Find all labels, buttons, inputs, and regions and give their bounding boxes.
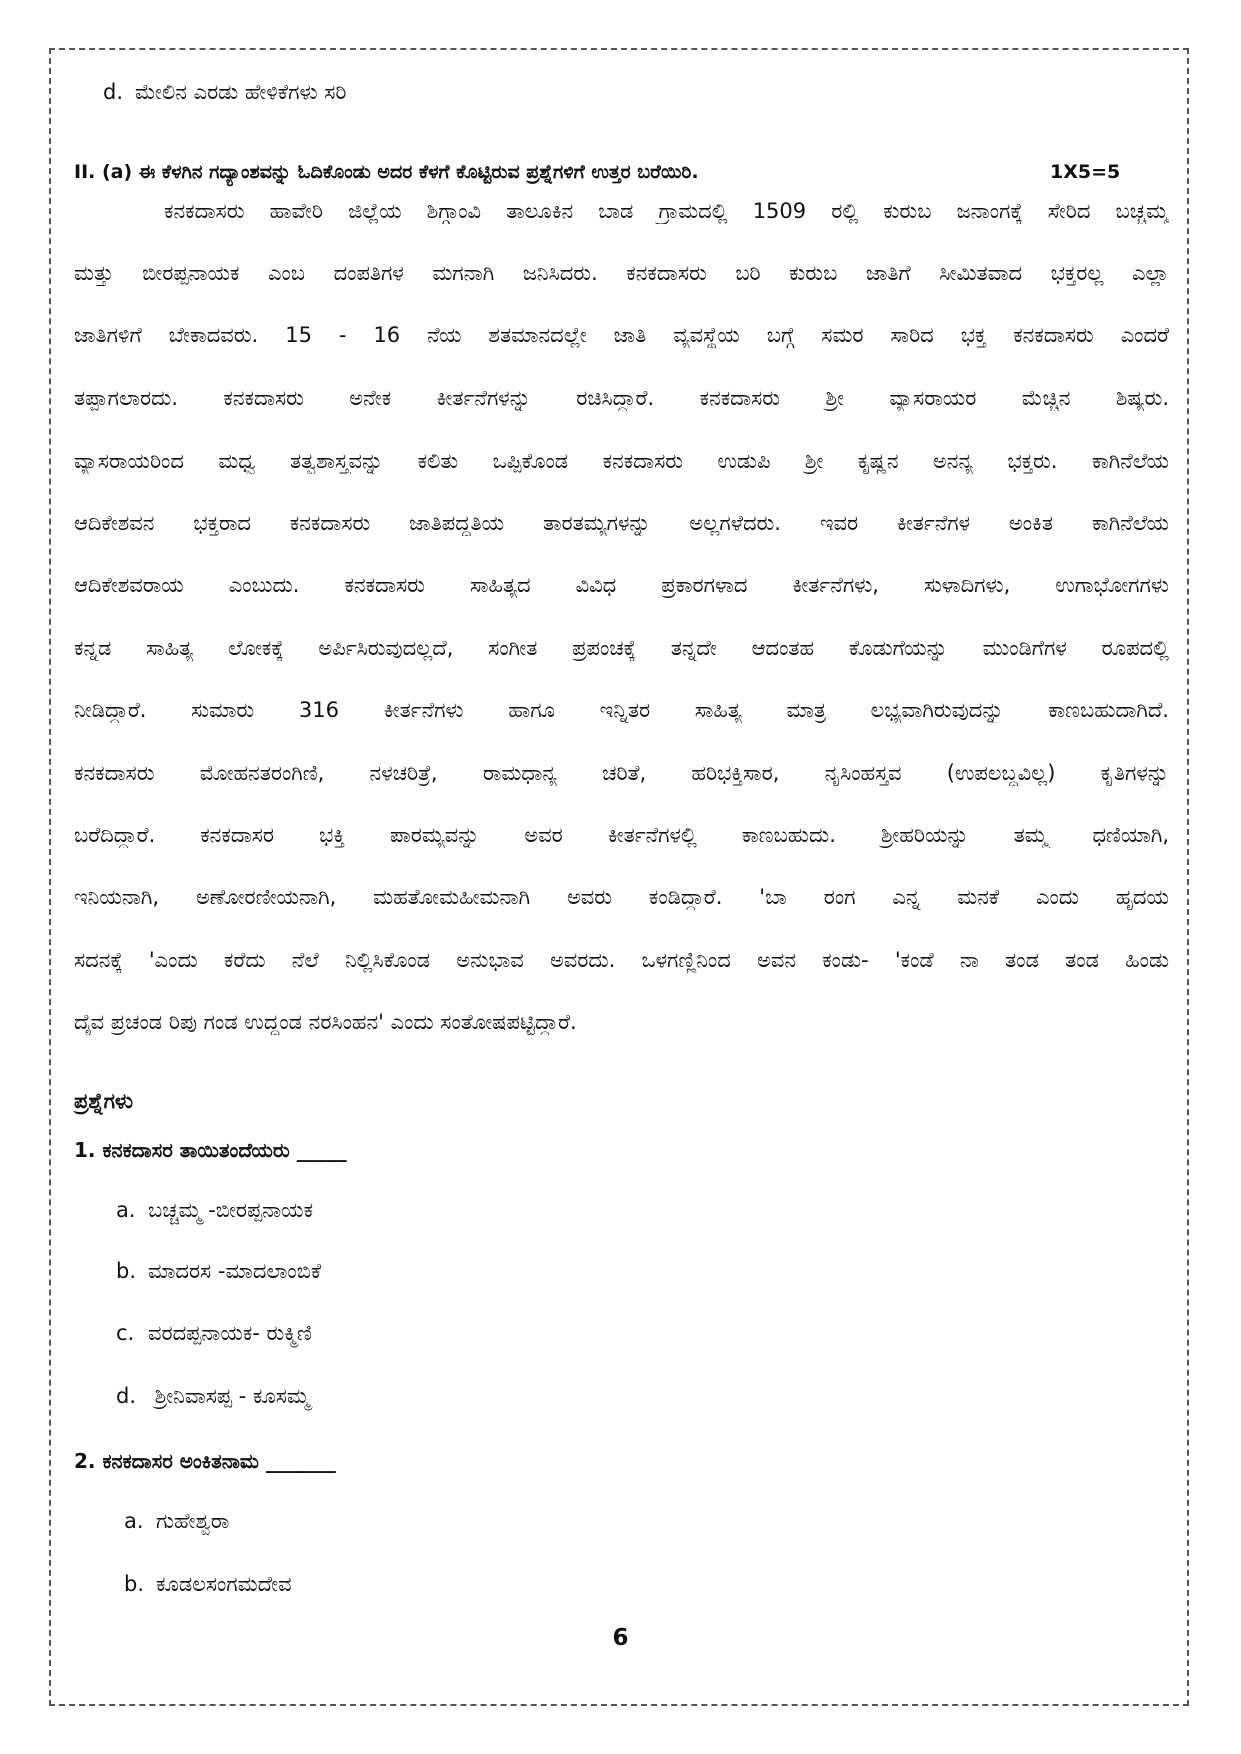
passage-line: ಬರೆದಿದ್ದಾರೆ. ಕನಕದಾಸರ ಭಕ್ತಿ ಪಾರಮ್ಯವನ್ನು ಅವರ ಕೀರ್ತನೆಗಳಲ್ಲಿ ಕಾಣಬಹುದು. ಶ್ರೀಹರಿಯನ್ನು ತಮ್ಮ ಧಣಿಯಾಗಿ, [74, 823, 1169, 847]
page-number: 6 [612, 1625, 629, 1651]
passage-line: ತಪ್ಪಾಗಲಾರದು. ಕನಕದಾಸರು ಅನೇಕ ಕೀರ್ತನೆಗಳನ್ನು ರಚಿಸಿದ್ದಾರೆ. ಕನಕದಾಸರು ಶ್ರೀ ವ್ಯಾಸರಾಯರ ಮೆಚ್ಚಿನ ಶಿಷ್ಯರು. [74, 386, 1169, 410]
option-letter: a. [124, 1509, 144, 1533]
passage-line: ನೀಡಿದ್ದಾರೆ. ಸುಮಾರು 316 ಕೀರ್ತನೆಗಳು ಹಾಗೂ ಇನ್ನಿತರ ಸಾಹಿತ್ಯ ಮಾತ್ರ ಲಭ್ಯವಾಗಿರುವುದನ್ನು ಕಾಣಬಹುದಾಗಿದೆ. [74, 698, 1169, 722]
passage-line: ಆದಿಕೇಶವರಾಯ ಎಂಬುದು. ಕನಕದಾಸರು ಸಾಹಿತ್ಯದ ವಿವಿಧ ಪ್ರಕಾರಗಳಾದ ಕೀರ್ತನೆಗಳು, ಸುಳಾದಿಗಳು, ಉಗಾಭೋಗಗಳು [74, 573, 1169, 597]
prev-option-d [103, 79, 346, 105]
question-1-option-b [116, 1258, 321, 1284]
passage-line: ವ್ಯಾಸರಾಯರಿಂದ ಮಧ್ವ ತತ್ವಶಾಸ್ತ್ರವನ್ನು ಕಲಿತು ಒಪ್ಪಿಕೊಂಡ ಕನಕದಾಸರು ಉಡುಪಿ ಶ್ರೀ ಕೃಷ್ಣನ ಅನನ್ಯ ಭಕ್ತರು. ಕಾಗಿನೆಲೆಯ [74, 449, 1169, 473]
passage-line: ಜಾತಿಗಳಿಗೆ ಬೇಕಾದವರು. 15 - 16 ನೆಯ ಶತಮಾನದಲ್ಲೇ ಜಾತಿ ವ್ಯವಸ್ಥೆಯ ಬಗ್ಗೆ ಸಮರ ಸಾರಿದ ಭಕ್ತ ಕನಕದಾಸರು ಎಂದರೆ [74, 323, 1169, 347]
passage-line: ಆದಿಕೇಶವನ ಭಕ್ತರಾದ ಕನಕದಾಸರು ಜಾತಿಪದ್ಧತಿಯ ತಾರತಮ್ಯಗಳನ್ನು ಅಲ್ಲಗಳೆದರು. ಇವರ ಕೀರ್ತನೆಗಳ ಅಂಕಿತ ಕಾಗಿನೆಲೆಯ [74, 511, 1169, 535]
option-text: ಮೇಲಿನ ಎರಡು ಹೇಳಿಕೆಗಳು ಸರಿ [135, 80, 347, 104]
option-text: ಮಾದರಸ -ಮಾದಲಾಂಬಿಕೆ [148, 1259, 322, 1283]
questions-heading: ಪ್ರಶ್ನೆಗಳು [74, 1089, 134, 1113]
option-letter: b. [124, 1572, 145, 1596]
option-text: ಶ್ರೀನಿವಾಸಪ್ಪ - ಕೂಸಮ್ಮ [148, 1384, 310, 1408]
option-text: ಬಚ್ಚಮ್ಮ -ಬೀರಪ್ಪನಾಯಕ [148, 1198, 314, 1222]
passage-line: ಕನಕದಾಸರು ಮೋಹನತರಂಗಿಣಿ, ನಳಚರಿತ್ರೆ, ರಾಮಧಾನ್ಯ ಚರಿತೆ, ಹರಿಭಕ್ತಿಸಾರ, ನೃಸಿಂಹಸ್ತವ (ಉಪಲಬ್ದವಿಲ್ಲ) ಕೃತಿಗಳನ್ನು [74, 761, 1169, 785]
passage-line: ದೈವ ಪ್ರಚಂಡ ರಿಪು ಗಂಡ ಉದ್ದಂಡ ನರಸಿಂಹನ' ಎಂದು ಸಂತೋಷಪಟ್ಟಿದ್ದಾರೆ. [74, 1010, 577, 1034]
question-1-title: 1. ಕನಕದಾಸರ ತಾಯಿತಂದೆಯರು _____ [74, 1138, 347, 1162]
option-text: ವರದಪ್ಪನಾಯಕ- ರುಕ್ಮಿಣಿ [148, 1321, 312, 1345]
question-2-option-a [124, 1508, 229, 1534]
option-letter: c. [116, 1321, 135, 1345]
section-heading: II. (a) ಈ ಕೆಳಗಿನ ಗದ್ಯಾಂಶವನ್ನು ಓದಿಕೊಂಡು ಅದರ ಕೆಳಗೆ ಕೊಟ್ಟಿರುವ ಪ್ರಶ್ನೆಗಳಿಗೆ ಉತ್ತರ ಬರೆಯಿರಿ. [74, 161, 699, 183]
option-letter: d. [103, 80, 124, 104]
question-2-title: 2. ಕನಕದಾಸರ ಅಂಕಿತನಾಮ _______ [74, 1449, 336, 1473]
option-letter: b. [116, 1259, 137, 1283]
passage-line: ಕನ್ನಡ ಸಾಹಿತ್ಯ ಲೋಕಕ್ಕೆ ಅರ್ಪಿಸಿರುವುದಲ್ಲದೆ, ಸಂಗೀತ ಪ್ರಪಂಚಕ್ಕೆ ತನ್ನದೇ ಆದಂತಹ ಕೊಡುಗೆಯನ್ನು ಮುಂಡಿಗೆಗಳ ರೂಪದಲ್ಲಿ [74, 636, 1169, 660]
option-text: ಗುಹೇಶ್ವರಾ [156, 1509, 230, 1533]
passage-line: ಕನಕದಾಸರು ಹಾವೇರಿ ಜಿಲ್ಲೆಯ ಶಿಗ್ಗಾಂವಿ ತಾಲೂಕಿನ ಬಾಡ ಗ್ರಾಮದಲ್ಲಿ 1509 ರಲ್ಲಿ ಕುರುಬ ಜನಾಂಗಕ್ಕೆ ಸೇರಿದ ಬಚ್ಚಮ್ಮ [164, 199, 1169, 223]
section-marks: 1X5=5 [1050, 161, 1121, 183]
question-2-option-b [124, 1571, 292, 1597]
question-1-option-c [116, 1320, 312, 1346]
passage-line: ಮತ್ತು ಬೀರಪ್ಪನಾಯಕ ಎಂಬ ದಂಪತಿಗಳ ಮಗನಾಗಿ ಜನಿಸಿದರು. ಕನಕದಾಸರು ಬರಿ ಕುರುಬ ಜಾತಿಗೆ ಸೀಮಿತವಾದ ಭಕ್ತರಲ್ಲ ಎಲ್ಲಾ [74, 261, 1169, 285]
passage-line: ಇನಿಯನಾಗಿ, ಅಣೋರಣೀಯನಾಗಿ, ಮಹತೋಮಹೀಮನಾಗಿ ಅವರು ಕಂಡಿದ್ದಾರೆ. 'ಬಾ ರಂಗ ಎನ್ನ ಮನಕೆ ಎಂದು ಹೃದಯ [74, 885, 1169, 909]
option-letter: d. [116, 1384, 137, 1408]
question-1-option-d [116, 1383, 310, 1409]
option-letter: a. [116, 1198, 136, 1222]
passage-line: ಸದನಕ್ಕೆ 'ಎಂದು ಕರೆದು ನೆಲೆ ನಿಲ್ಲಿಸಿಕೊಂಡ ಅನುಭಾವ ಅವರದು. ಒಳಗಣ್ಣಿನಿಂದ ಅವನ ಕಂಡು- 'ಕಂಡೆ ನಾ ತಂಡ ತಂಡ ಹಿಂಡು [74, 948, 1169, 972]
option-text: ಕೂಡಲಸಂಗಮದೇವ [156, 1572, 292, 1596]
question-1-option-a [116, 1197, 313, 1223]
